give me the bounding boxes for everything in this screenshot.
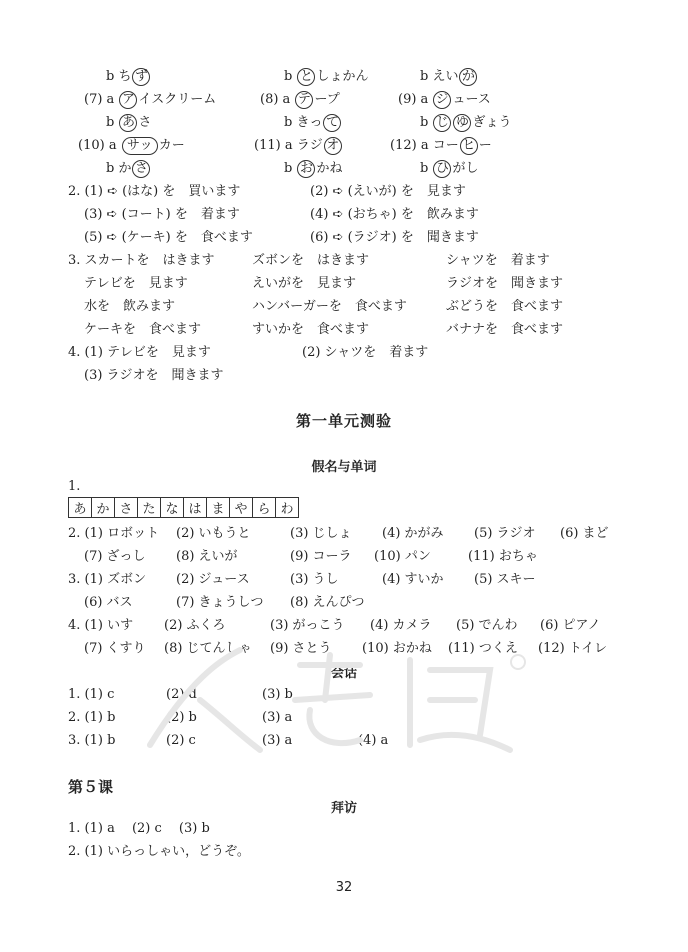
kana-table (68, 497, 299, 518)
p1-r4-b (254, 137, 343, 155)
visit-row1: 1. (1) a (2) c (3) b (68, 821, 210, 836)
q3-r3-a: 水を 飲みます (84, 299, 176, 314)
text: しょかん (316, 69, 369, 84)
text: イスクリーム (138, 92, 217, 107)
q3-r3-c: ぶどうを 食べます (446, 299, 564, 314)
text: b (284, 69, 297, 84)
k4-r1-2: (3) がっこう (270, 618, 345, 633)
q3-r1-a: 3. スカートを はきます (68, 253, 215, 268)
circled-kana: ア (119, 91, 137, 109)
page-number: 32 (335, 880, 353, 895)
q3-r2-a: テレビを 見ます (84, 276, 188, 291)
conv-r3-3: (4) a (358, 733, 389, 748)
k2-r1-1: (2) いもうと (176, 526, 251, 541)
q2-r2-a: (3) ➪ (コート) を 着ます (84, 207, 240, 222)
q4-r2-a: (3) ラジオを 聞きます (84, 368, 224, 383)
p1-r2-a (84, 91, 216, 109)
kana-cell: は (184, 498, 207, 518)
circled-kana: ジ (433, 91, 451, 109)
text: (12) a コー (390, 138, 459, 153)
k3-r2-0: (6) バス (84, 595, 133, 610)
p1-r5-c (420, 160, 478, 178)
k2-r2-3: (10) パン (374, 549, 431, 564)
text: b か (106, 161, 132, 176)
k3-r1-2: (3) うし (290, 572, 339, 587)
text: ュース (452, 92, 491, 107)
q3-r4-a: ケーキを 食べます (84, 322, 202, 337)
circled-kana: じ (433, 114, 451, 132)
p1-r3-c (420, 114, 511, 132)
text: さ (138, 115, 152, 130)
p1-r3-a (106, 114, 151, 132)
kana-cell: た (138, 498, 161, 518)
conv-r2-0: 2. (1) b (68, 710, 116, 725)
q2-r3-a: (5) ➪ (ケーキ) を 食べます (84, 230, 253, 245)
k1-label: 1. (68, 479, 81, 494)
q2-r3-b: (6) ➪ (ラジオ) を 聞きます (310, 230, 479, 245)
text: (9) a (398, 92, 433, 107)
conv-r1-2: (3) b (262, 687, 293, 702)
visit-row2: 2. (1) いらっしゃい，どうぞ。 (68, 844, 250, 859)
circled-kana: あ (119, 114, 137, 132)
circled-kana: テ (295, 91, 313, 109)
lesson-title: 第５课 (68, 778, 114, 796)
k3-r2-2: (8) えんぴつ (290, 595, 365, 610)
k2-r2-2: (9) コーラ (290, 549, 352, 564)
q3-r1-c: シャツを 着ます (446, 253, 550, 268)
text: b えい (420, 69, 459, 84)
k2-r1-2: (3) じしょ (290, 526, 352, 541)
p1-r1-c (420, 68, 478, 86)
q4-r1-a: 4. (1) テレビを 見ます (68, 345, 211, 360)
k2-r2-1: (8) えいが (176, 549, 238, 564)
k4-r1-0: 4. (1) いす (68, 618, 134, 633)
p1-r4-c (390, 137, 492, 155)
text: がし (452, 161, 479, 176)
k4-r2-5: (12) トイレ (538, 641, 608, 656)
k2-r1-0: 2. (1) ロボット (68, 526, 160, 541)
watermark-logo (130, 640, 530, 760)
conv-r1-1: (2) d (166, 687, 197, 702)
k3-r1-4: (5) スキー (474, 572, 536, 587)
circled-kana: が (459, 68, 477, 86)
k4-r1-3: (4) カメラ (370, 618, 432, 633)
kana-cell: ら (253, 498, 276, 518)
conv-r3-1: (2) c (166, 733, 196, 748)
p1-r2-b (260, 91, 340, 109)
q3-r2-c: ラジオを 聞きます (446, 276, 564, 291)
kana-cell: さ (115, 498, 138, 518)
text: (10) a (78, 138, 121, 153)
p1-r2-c (398, 91, 491, 109)
k2-r1-3: (4) かがみ (382, 526, 444, 541)
circled-kana: サッ (122, 137, 158, 155)
conv-r3-2: (3) a (262, 733, 293, 748)
text: b きっ (284, 115, 323, 130)
text: かね (316, 161, 343, 176)
kana-cell: あ (69, 498, 92, 518)
text: b ち (106, 69, 132, 84)
k2-r1-5: (6) まど (560, 526, 609, 541)
q2-r2-b: (4) ➪ (おちゃ) を 飲みます (310, 207, 479, 222)
k4-r1-1: (2) ふくろ (164, 618, 226, 633)
text: ー (478, 138, 492, 153)
p1-r1-b (284, 68, 368, 86)
circled-kana: ヒ (460, 137, 478, 155)
p1-r5-b (284, 160, 342, 178)
q3-r4-c: バナナを 食べます (446, 322, 564, 337)
k4-r1-5: (6) ピアノ (540, 618, 601, 633)
text: ぎょう (472, 115, 512, 130)
section-kana-title: 假名与单词 (311, 460, 377, 475)
text: (11) a ラジ (254, 138, 323, 153)
k3-r1-3: (4) すいか (382, 572, 444, 587)
circled-kana: さ (132, 160, 150, 178)
circled-kana: て (323, 114, 341, 132)
q3-r1-b: ズボンを はきます (252, 253, 370, 268)
circled-kana: お (297, 160, 315, 178)
k3-r2-1: (7) きょうしつ (176, 595, 264, 610)
circled-kana: ひ (433, 160, 451, 178)
q2-r1-a: 2. (1) ➪ (はな) を 買います (68, 184, 241, 199)
k4-r2-2: (9) さとう (270, 641, 332, 656)
conv-r2-2: (3) a (262, 710, 293, 725)
circled-kana: ゆ (453, 114, 471, 132)
q3-r4-b: すいかを 食べます (252, 322, 370, 337)
conv-r2-1: (2) b (166, 710, 197, 725)
section-visit-title: 拜访 (330, 801, 357, 816)
unit-title: 第一单元测验 (295, 412, 392, 430)
text: b (284, 161, 297, 176)
q2-r1-b: (2) ➪ (えいが) を 見ます (310, 184, 466, 199)
kana-cell: な (161, 498, 184, 518)
k4-r2-4: (11) つくえ (448, 641, 518, 656)
text: カー (158, 138, 185, 153)
p1-r4-a (78, 137, 185, 155)
q3-r2-b: えいがを 見ます (252, 276, 357, 291)
text: b (106, 115, 119, 130)
text: (7) a (84, 92, 119, 107)
k4-r2-0: (7) くすり (84, 641, 146, 656)
kana-cell: わ (276, 498, 299, 518)
k2-r2-0: (7) ざっし (84, 549, 146, 564)
text: b (420, 115, 433, 130)
k3-r1-1: (2) ジュース (176, 572, 250, 587)
kana-cell: か (92, 498, 115, 518)
k4-r2-3: (10) おかね (362, 641, 432, 656)
kana-cell: や (230, 498, 253, 518)
text: (8) a (260, 92, 295, 107)
k2-r1-4: (5) ラジオ (474, 526, 536, 541)
text: ープ (314, 92, 340, 107)
conv-r3-0: 3. (1) b (68, 733, 116, 748)
conv-r1-0: 1. (1) c (68, 687, 115, 702)
circled-kana: と (297, 68, 315, 86)
section-conv-title: 会话 (330, 666, 357, 681)
p1-r3-b (284, 114, 342, 132)
kana-cell: ま (207, 498, 230, 518)
k4-r1-4: (5) でんわ (456, 618, 518, 633)
text: b (420, 161, 433, 176)
p1-r1-a (106, 68, 151, 86)
k3-r1-0: 3. (1) ズボン (68, 572, 147, 587)
circled-kana: オ (324, 137, 342, 155)
k4-r2-1: (8) じてんしゃ (164, 641, 252, 656)
k2-r2-4: (11) おちゃ (468, 549, 538, 564)
q3-r3-b: ハンバーガーを 食べます (252, 299, 407, 314)
circled-kana: ず (132, 68, 150, 86)
q4-r1-b: (2) シャツを 着ます (302, 345, 429, 360)
p1-r5-a (106, 160, 151, 178)
